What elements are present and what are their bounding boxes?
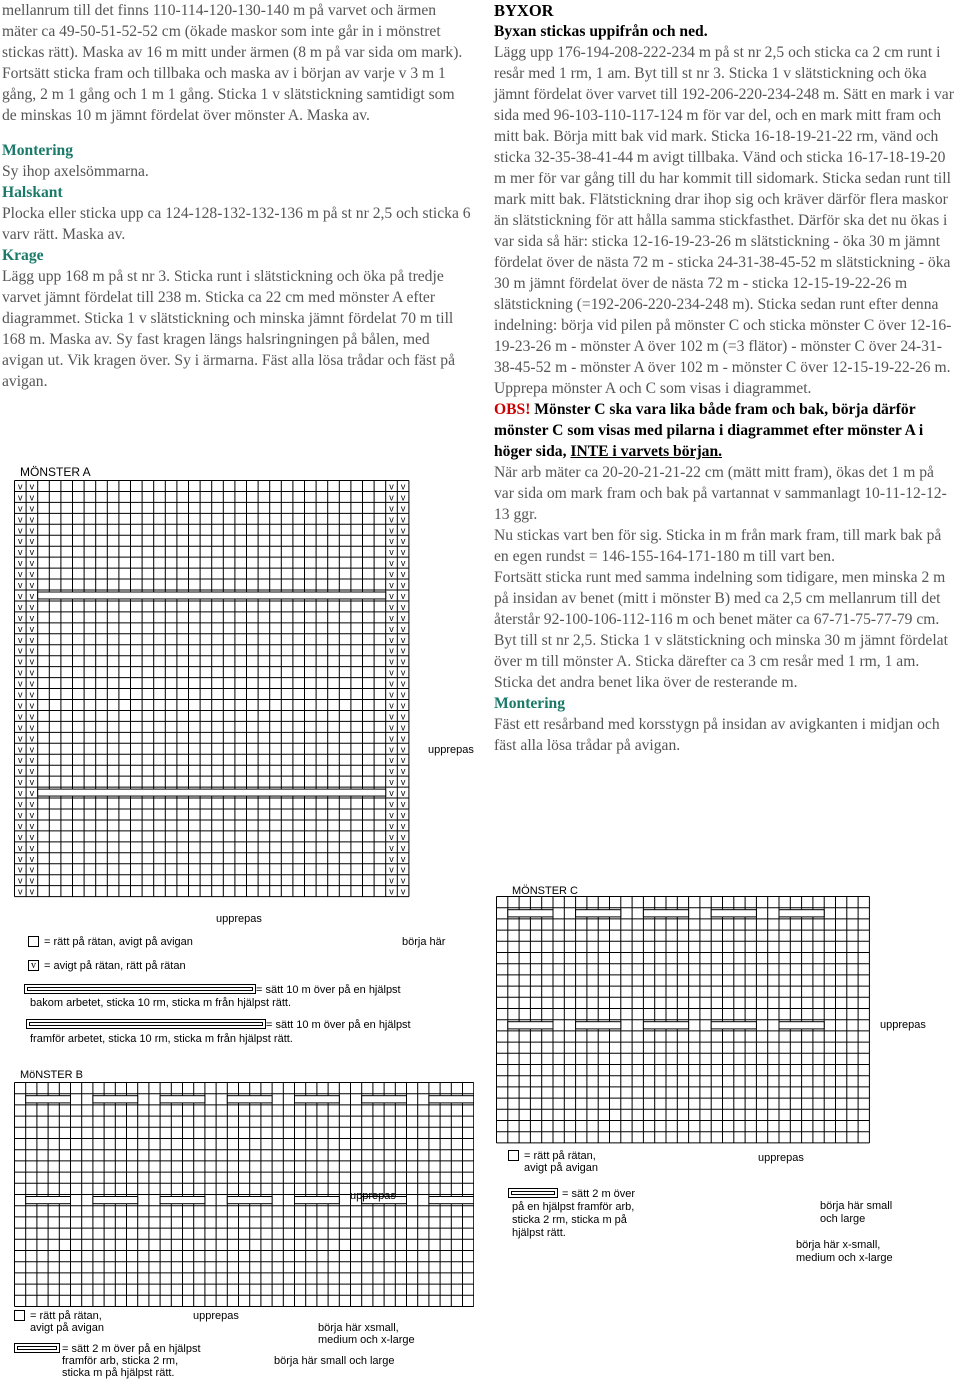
purl-cell: v xyxy=(400,569,406,580)
c-cable-symbol-icon xyxy=(508,1188,558,1198)
purl-cell: v xyxy=(18,711,23,722)
purl-cell: v xyxy=(29,809,35,820)
purl-cell: v xyxy=(29,700,35,711)
purl-cell: v xyxy=(18,733,23,744)
purl-cell: v xyxy=(400,875,406,886)
halskant-heading: Halskant xyxy=(2,184,63,201)
purl-cell: v xyxy=(400,886,406,897)
purl-cell: v xyxy=(29,558,35,569)
purl-cell: v xyxy=(400,656,406,667)
legend-c-knit-2: avigt på avigan xyxy=(524,1162,598,1174)
chart-a-repeat-bottom: upprepas xyxy=(216,913,262,925)
purl-cell: v xyxy=(389,700,394,711)
purl-cell: v xyxy=(18,831,23,842)
obs-text: Mönster C ska vara lika både fram och bak, börja därför mönster C som visas med pilarna i diagrammet efter mönster A i höger sida, xyxy=(494,401,924,460)
purl-cell: v xyxy=(29,766,35,777)
obs-label: OBS! xyxy=(494,401,531,418)
purl-cell: v xyxy=(389,886,394,897)
purl-cell: v xyxy=(18,503,23,514)
purl-cell: v xyxy=(18,547,23,558)
chart-a-start-here: börja här xyxy=(402,936,446,948)
legend-b-start-xs-1: börja här xsmall, xyxy=(318,1322,399,1334)
purl-symbol-glyph: v xyxy=(31,960,36,971)
legend-a-cable-front-2: framför arbetet, sticka 10 rm, sticka m från hjälpst rätt. xyxy=(30,1033,293,1045)
purl-cell: v xyxy=(389,853,394,864)
obs-underlined: INTE i varvets början. xyxy=(570,443,723,460)
legend-b-start-sl: börja här small och large xyxy=(274,1355,395,1367)
purl-cell: v xyxy=(29,678,35,689)
purl-cell: v xyxy=(389,623,394,634)
chart-c-cells xyxy=(497,897,870,1143)
byxor-paragraph-5: Fortsätt sticka runt med samma indelning som tidigare, men minska 2 m på insidan av benet (mitt i mönster B) med ca 2,5 cm mellanrum till det återstår 92-100-106-112-116 m och benet mäter ca 67-71-75-77-79 cm. Byt till st nr 2,5. Sticka 1 v slätstickning och minska 30 m jämnt fördelat över m till mönster A. Sticka därefter ca 3 cm resår med 1 rm, 1 am. Sticka det andra benet lika över de resterande m. xyxy=(494,569,948,691)
chart-a-title: MÖNSTER A xyxy=(20,465,91,479)
legend-a-cable-front: = sätt 10 m över på en hjälpst xyxy=(266,1019,411,1031)
purl-cell: v xyxy=(18,678,23,689)
legend-b-cable-1: = sätt 2 m över på en hjälpst xyxy=(62,1343,201,1355)
purl-cell: v xyxy=(400,733,406,744)
intro-paragraph: mellanrum till det finns 110-114-120-130-140 m på varvet och ärmen mäter ca 49-50-51-52-52 cm (ökade maskor som inte går in i mönstret stickas rätt). Maska av 16 m mitt under ärmen (8 m på var sida om mark). Fortsätt sticka fram och tillbaka och maska av i början av varje v 3 m 1 gång, 2 m 1 gång och 1 m 1 gång. Sticka 1 v slätstickning samtidigt som de minskas 10 m jämnt fördelat över mönster A. Maska av. xyxy=(2,2,463,124)
chart-b-cells xyxy=(15,1083,474,1307)
purl-cell: v xyxy=(29,820,35,831)
purl-cell: v xyxy=(29,755,35,766)
purl-cell: v xyxy=(29,481,35,492)
purl-cell: v xyxy=(400,678,406,689)
purl-cell: v xyxy=(18,766,23,777)
purl-cell: v xyxy=(18,645,23,656)
legend-c-start-sl-1: börja här small xyxy=(820,1200,893,1212)
purl-cell: v xyxy=(29,667,35,678)
legend-c-knit-1: = rätt på rätan, xyxy=(524,1150,596,1162)
chart-a-cable-band-2 xyxy=(38,789,386,796)
purl-cell: v xyxy=(389,514,394,525)
purl-cell: v xyxy=(389,547,394,558)
purl-cell: v xyxy=(29,777,35,788)
purl-cell: v xyxy=(18,612,23,623)
purl-cell: v xyxy=(400,831,406,842)
chart-b-cable-band xyxy=(93,1096,138,1103)
purl-cell: v xyxy=(389,733,394,744)
purl-cell: v xyxy=(29,831,35,842)
purl-cell: v xyxy=(400,525,406,536)
chart-b-cable-band xyxy=(429,1096,474,1103)
purl-cell: v xyxy=(18,820,23,831)
purl-cell: v xyxy=(29,744,35,755)
purl-cell: v xyxy=(400,722,406,733)
purl-cell: v xyxy=(29,634,35,645)
legend-a-cable-back: = sätt 10 m över på en hjälpst xyxy=(256,984,401,996)
purl-cell: v xyxy=(389,656,394,667)
purl-cell: v xyxy=(18,492,23,503)
purl-cell: v xyxy=(400,580,406,590)
obs-paragraph xyxy=(494,399,956,462)
byxor-subheading: Byxan stickas uppifrån och ned. xyxy=(494,23,708,40)
purl-cell: v xyxy=(18,809,23,820)
chart-a-cable-band-1 xyxy=(38,592,386,599)
legend-c-cable-3: sticka 2 rm, sticka m på xyxy=(512,1214,627,1226)
purl-cell: v xyxy=(400,853,406,864)
legend-c-start-xs-2: medium och x-large xyxy=(796,1252,893,1264)
purl-cell: v xyxy=(400,744,406,755)
chart-b-cable-band xyxy=(227,1197,272,1204)
purl-cell: v xyxy=(389,842,394,853)
purl-cell: v xyxy=(29,875,35,886)
chart-c-cable-band xyxy=(643,1022,688,1029)
chart-c-cable-band xyxy=(508,910,553,917)
chart-b-cable-band xyxy=(429,1197,474,1204)
chart-c-repeat-right: upprepas xyxy=(880,1019,926,1031)
purl-cell: v xyxy=(29,525,35,536)
purl-cell: v xyxy=(389,590,394,601)
chart-a-grid xyxy=(14,480,414,905)
purl-cell: v xyxy=(400,799,406,809)
legend-c-start-xs-1: börja här x-small, xyxy=(796,1239,881,1251)
purl-cell: v xyxy=(400,536,406,547)
purl-cell: v xyxy=(400,766,406,777)
purl-cell: v xyxy=(18,590,23,601)
c-knit-symbol-icon xyxy=(508,1150,519,1161)
purl-cell: v xyxy=(18,580,23,590)
chart-b-cable-band xyxy=(26,1096,71,1103)
purl-cell: v xyxy=(400,809,406,820)
purl-cell: v xyxy=(389,788,394,799)
purl-cell: v xyxy=(400,547,406,558)
purl-cell: v xyxy=(389,864,394,875)
purl-cell: v xyxy=(18,623,23,634)
chart-a-repeat-right: upprepas xyxy=(428,744,474,756)
purl-cell: v xyxy=(29,569,35,580)
purl-cell: v xyxy=(18,777,23,788)
legend-c-cable-4: hjälpst rätt. xyxy=(512,1227,566,1239)
purl-cell: v xyxy=(389,492,394,503)
purl-cell: v xyxy=(18,689,23,700)
byxor-paragraph-1: Lägg upp 176-194-208-222-234 m på st nr 2,5 och sticka ca 2 cm runt i resår med 1 rm, 1 am. Byt till st nr 3. Sticka 1 v slätstickning och öka jämnt fördelat över varvet till 192-206-220-234-248 m. Sätt en mark i var sida med 96-103-110-117-124 m för var del, och en mark mitt fram och mitt bak. Börja mitt bak vid mark. Sticka 16-18-19-21-22 rm, vänd och sticka 32-35-38-41-44 m avigt tillbaka. Vänd och sticka 16-17-18-19-20 m mer för var gång till du har kommit till sidomark. Sticka sedan runt till mark mitt bak. Flätstickning drar ihop sig och kräver därför flera maskor än slätstickning för att hålla samma stickfasthet. Därför ska det nu ökas i var sida så här: sticka 12-16-19-23-26 m slätstickning - öka 30 m jämnt fördelat över de nästa 72 m - sticka 24-31-38-45-52 m slätstickning - öka 30 m jämnt fördelat över de nästa 72 m - sticka 12-15-19-22-26 m slätstickning (=192-206-220-234-248 m). Sticka sedan runt efter denna indelning: börja vid pilen på mönster C och sticka mönster C över 12-16-19-23-26 m - mönster A över 102 m (=3 flätor) - mönster C över 24-31-38-45-52 m - mönster A över 102 m - mönster C över 12-15-19-22-26 m. xyxy=(494,44,954,376)
purl-cell: v xyxy=(29,514,35,525)
chart-c-cable-band xyxy=(576,1022,621,1029)
purl-cell: v xyxy=(389,525,394,536)
purl-cell: v xyxy=(400,514,406,525)
purl-cell: v xyxy=(18,667,23,678)
byxor-paragraph-3: När arb mäter ca 20-20-21-21-22 cm (mätt mitt fram), ökas det 1 m på var sida om mark fram och bak på vartannat v sammanlagt 10-11-12-12-13 ggr. xyxy=(494,464,947,523)
purl-cell: v xyxy=(18,755,23,766)
purl-cell: v xyxy=(389,689,394,700)
purl-cell: v xyxy=(29,788,35,799)
purl-cell: v xyxy=(389,601,394,612)
purl-cell: v xyxy=(18,842,23,853)
purl-cell: v xyxy=(400,503,406,514)
purl-cell: v xyxy=(389,809,394,820)
chart-c-cable-band xyxy=(779,910,824,917)
purl-cell: v xyxy=(400,492,406,503)
purl-cell: v xyxy=(400,711,406,722)
purl-cell: v xyxy=(400,842,406,853)
chart-b-cable-band xyxy=(295,1197,340,1204)
purl-cell: v xyxy=(18,601,23,612)
purl-cell: v xyxy=(400,777,406,788)
purl-cell: v xyxy=(389,481,394,492)
purl-cell: v xyxy=(389,820,394,831)
purl-cell: v xyxy=(400,481,406,492)
chart-b-cable-band xyxy=(295,1096,340,1103)
montering-text: Sy ihop axelsömmarna. xyxy=(2,163,149,180)
purl-cell: v xyxy=(29,547,35,558)
chart-a-cells xyxy=(15,481,409,897)
purl-cell: v xyxy=(18,722,23,733)
purl-cell: v xyxy=(400,820,406,831)
purl-cell: v xyxy=(389,831,394,842)
purl-cell: v xyxy=(400,634,406,645)
chart-c-cable-band xyxy=(779,1022,824,1029)
legend-b-start-xs-2: medium och x-large xyxy=(318,1334,415,1346)
legend-b-cable-3: sticka m på hjälpst rätt. xyxy=(62,1367,175,1379)
purl-cell: v xyxy=(400,590,406,601)
purl-cell: v xyxy=(389,766,394,777)
purl-cell: v xyxy=(400,700,406,711)
purl-cell: v xyxy=(400,864,406,875)
purl-cell: v xyxy=(29,689,35,700)
purl-cell: v xyxy=(18,875,23,886)
purl-cell: v xyxy=(18,886,23,897)
purl-cell: v xyxy=(18,788,23,799)
purl-cell: v xyxy=(389,711,394,722)
legend-b-cable-2: framför arb, sticka 2 rm, xyxy=(62,1355,179,1367)
purl-cell: v xyxy=(18,799,23,809)
chart-c-cable-band xyxy=(576,910,621,917)
purl-cell: v xyxy=(29,536,35,547)
purl-cell: v xyxy=(29,886,35,897)
purl-cell: v xyxy=(18,864,23,875)
purl-cell: v xyxy=(29,612,35,623)
byxor-paragraph-4: Nu stickas vart ben för sig. Sticka in m från mark fram, till mark bak på en egen rundst = 146-155-164-171-180 m till vart ben. xyxy=(494,527,942,565)
purl-cell: v xyxy=(29,601,35,612)
purl-cell: v xyxy=(29,864,35,875)
byxor-montering-heading: Montering xyxy=(494,695,566,712)
legend-c-cable-1: = sätt 2 m över xyxy=(562,1188,636,1200)
chart-c-repeat-bottom: upprepas xyxy=(758,1152,804,1164)
purl-cell: v xyxy=(389,645,394,656)
chart-c-cable-band xyxy=(711,1022,756,1029)
purl-cell: v xyxy=(400,601,406,612)
purl-cell: v xyxy=(29,580,35,590)
purl-cell: v xyxy=(400,645,406,656)
right-text-column xyxy=(494,0,956,756)
b-knit-symbol-icon xyxy=(14,1310,25,1321)
purl-cell: v xyxy=(389,634,394,645)
purl-cell: v xyxy=(389,503,394,514)
purl-cell: v xyxy=(18,569,23,580)
chart-b-title: MöNSTER B xyxy=(20,1069,83,1081)
purl-cell: v xyxy=(389,580,394,590)
purl-cell: v xyxy=(18,656,23,667)
purl-cell: v xyxy=(389,678,394,689)
chart-b-cable-band xyxy=(227,1096,272,1103)
chart-c-cable-band xyxy=(711,910,756,917)
purl-cell: v xyxy=(400,623,406,634)
purl-cell: v xyxy=(29,722,35,733)
purl-cell: v xyxy=(29,799,35,809)
legend-c-start-sl-2: och large xyxy=(820,1213,866,1225)
purl-cell: v xyxy=(18,744,23,755)
purl-cell: v xyxy=(18,514,23,525)
cable-front-symbol-icon xyxy=(26,1019,266,1029)
legend-c-cable-2: på en hjälpst framför arb, xyxy=(512,1201,635,1213)
chart-b-cable-band xyxy=(160,1197,205,1204)
chart-c-cable-band xyxy=(508,1022,553,1029)
purl-cell: v xyxy=(18,558,23,569)
purl-cell: v xyxy=(400,689,406,700)
legend-a-purl: = avigt på rätan, rätt på rätan xyxy=(44,960,186,972)
purl-cell: v xyxy=(400,788,406,799)
left-text-column xyxy=(2,0,472,392)
purl-cell: v xyxy=(29,733,35,744)
purl-cell: v xyxy=(389,744,394,755)
purl-cell: v xyxy=(29,645,35,656)
b-cable-symbol-icon xyxy=(14,1343,60,1353)
cable-back-symbol-icon xyxy=(24,984,256,994)
purl-cell: v xyxy=(29,492,35,503)
chart-c-cable-band xyxy=(643,910,688,917)
chart-b-cable-band xyxy=(362,1096,407,1103)
purl-cell: v xyxy=(29,656,35,667)
byxor-paragraph-2: Upprepa mönster A och C som visas i diagrammet. xyxy=(494,380,812,397)
legend-b-knit-2: avigt på avigan xyxy=(30,1322,104,1334)
purl-cell: v xyxy=(18,525,23,536)
chart-c-grid xyxy=(496,896,876,1146)
chart-b-cable-band xyxy=(93,1197,138,1204)
purl-cell: v xyxy=(29,503,35,514)
purl-cell: v xyxy=(18,700,23,711)
chart-b-repeat-bottom: upprepas xyxy=(193,1310,239,1322)
legend-a-knit: = rätt på rätan, avigt på avigan xyxy=(44,936,193,948)
purl-cell: v xyxy=(400,755,406,766)
purl-cell: v xyxy=(29,842,35,853)
purl-cell: v xyxy=(18,853,23,864)
purl-cell: v xyxy=(400,667,406,678)
purl-cell: v xyxy=(389,667,394,678)
krage-heading: Krage xyxy=(2,247,44,264)
purl-cell: v xyxy=(389,722,394,733)
purl-cell: v xyxy=(389,558,394,569)
purl-cell: v xyxy=(18,536,23,547)
chart-b-repeat-mid: upprepas xyxy=(350,1190,396,1202)
purl-cell: v xyxy=(389,536,394,547)
legend-a-cable-back-2: bakom arbetet, sticka 10 rm, sticka m från hjälpst rätt. xyxy=(30,997,292,1009)
purl-cell: v xyxy=(389,755,394,766)
purl-cell: v xyxy=(18,481,23,492)
montering-heading: Montering xyxy=(2,142,74,159)
purl-cell: v xyxy=(29,711,35,722)
legend-b-knit-1: = rätt på rätan, xyxy=(30,1310,102,1322)
byxor-montering-text: Fäst ett resårband med korsstygn på insidan av avigkanten i midjan och fäst alla lösa trådar på avigan. xyxy=(494,716,940,754)
chart-c-title: MÖNSTER C xyxy=(512,885,578,897)
purl-cell: v xyxy=(389,875,394,886)
purl-cell: v xyxy=(389,612,394,623)
purl-cell: v xyxy=(400,612,406,623)
purl-cell: v xyxy=(18,634,23,645)
purl-cell: v xyxy=(29,590,35,601)
halskant-text: Plocka eller sticka upp ca 124-128-132-132-136 m på st nr 2,5 och sticka 6 varv rätt. Maska av. xyxy=(2,205,471,243)
purl-cell: v xyxy=(29,853,35,864)
purl-cell: v xyxy=(389,777,394,788)
chart-b-cable-band xyxy=(26,1197,71,1204)
krage-text: Lägg upp 168 m på st nr 3. Sticka runt i slätstickning och öka på tredje varvet jämnt fördelat till 238 m. Sticka ca 22 cm med mönster A efter diagrammet. Sticka 1 v slätstickning och minska jämnt fördelat 70 m till 168 m. Maska av. Sy fast kragen längs halsringningen på bålen, med avigan ut. Vik kragen över. Sy i ärmarna. Fäst alla lösa trådar och fäst på avigan. xyxy=(2,268,456,390)
chart-b-grid xyxy=(14,1082,474,1312)
knit-symbol-icon xyxy=(28,936,39,947)
purl-cell: v xyxy=(389,569,394,580)
chart-b-cable-band xyxy=(160,1096,205,1103)
purl-symbol-icon xyxy=(28,960,39,971)
purl-cell: v xyxy=(29,623,35,634)
purl-cell: v xyxy=(400,558,406,569)
purl-cell: v xyxy=(389,799,394,809)
byxor-heading: BYXOR xyxy=(494,1,554,20)
